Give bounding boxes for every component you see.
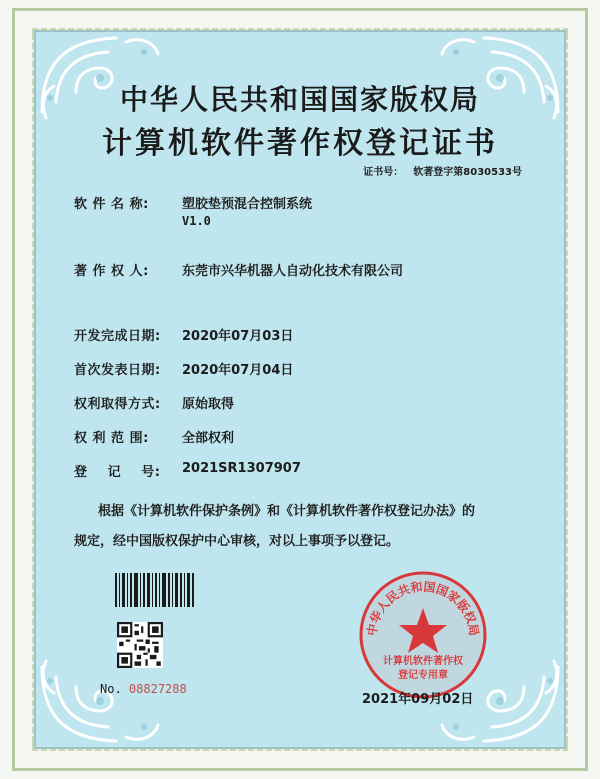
seal-line-2: 登记专用章 bbox=[398, 670, 448, 681]
qr-code-icon bbox=[117, 622, 163, 668]
field-label: 软 件 名 称: bbox=[74, 197, 149, 212]
field-value: 原始取得 bbox=[182, 397, 235, 412]
field-value: 全部权利 bbox=[182, 431, 235, 446]
field-label: 登 记 号: bbox=[74, 465, 161, 480]
field-copyright-owner bbox=[74, 260, 403, 279]
barcode-icon bbox=[115, 573, 195, 607]
field-rights-scope bbox=[74, 427, 234, 446]
field-acquisition-method bbox=[74, 393, 234, 412]
statement-line-2: 规定，经中国版权保护中心审核，对以上事项予以登记。 bbox=[74, 534, 400, 549]
certificate-title: 计算机软件著作权登记证书 bbox=[102, 126, 498, 161]
corner-ornament-icon bbox=[36, 657, 166, 747]
field-software-name bbox=[74, 193, 312, 228]
field-value: 2021SR1307907 bbox=[182, 461, 301, 476]
field-label: 权 利 范 围: bbox=[74, 431, 149, 446]
official-seal-icon bbox=[356, 568, 490, 702]
field-label: 权利取得方式: bbox=[74, 397, 161, 412]
issue-date: 2021年09月02日 bbox=[362, 692, 474, 707]
serial-value: 08827288 bbox=[128, 682, 187, 696]
field-registration-number bbox=[74, 461, 301, 480]
field-value bbox=[182, 193, 312, 228]
field-label: 首次发表日期: bbox=[74, 363, 161, 378]
field-development-date bbox=[74, 325, 293, 344]
legal-statement bbox=[74, 497, 534, 557]
statement-line-1: 根据《计算机软件保护条例》和《计算机软件著作权登记办法》的 bbox=[98, 504, 476, 519]
software-version: V1.0 bbox=[182, 214, 211, 228]
certificate-number bbox=[363, 163, 522, 178]
software-name: 塑胶垫预混合控制系统 bbox=[182, 197, 313, 212]
seal-line-1: 计算机软件著作权 bbox=[383, 656, 463, 667]
field-label: 著 作 权 人: bbox=[74, 264, 149, 279]
certificate-number-value: 软著登字第8030533号 bbox=[413, 167, 522, 178]
field-publication-date bbox=[74, 359, 293, 378]
field-value: 东莞市兴华机器人自动化技术有限公司 bbox=[182, 264, 404, 279]
field-label: 开发完成日期: bbox=[74, 329, 161, 344]
seal-arc-text: 中华人民共和国国家版权局 bbox=[364, 579, 482, 637]
serial-number bbox=[100, 682, 187, 696]
field-value: 2020年07月03日 bbox=[182, 329, 294, 344]
certificate-number-label: 证书号： bbox=[363, 167, 404, 178]
field-value: 2020年07月04日 bbox=[182, 363, 294, 378]
serial-prefix: No. bbox=[100, 682, 122, 696]
issuing-authority: 中华人民共和国国家版权局 bbox=[119, 83, 480, 116]
